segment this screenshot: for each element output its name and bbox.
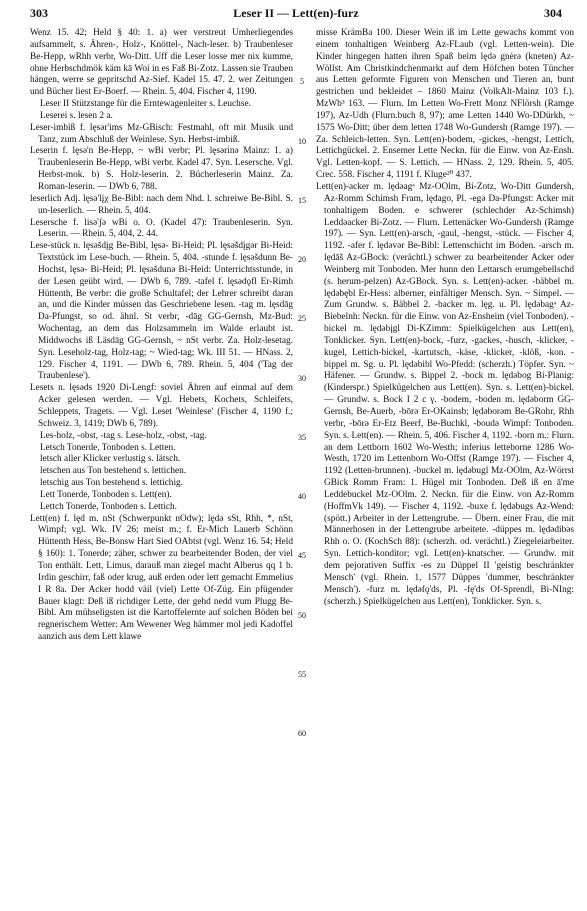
cross-reference-entry: Lett Tonerde, Tonboden s. Lett(en). [40,489,172,500]
entry-continuation: Wenz 15. 42; Held § 40: 1. a) wer verstreut Umherliegendes aufsammelt, s. Ähren-, Holz-, Knöttel-, Nach-leser. b) Traubenleser Be-Hepp, wRhh verbr, Wo-Ditt. Uff die Leser losse mer nix kumme, ohne Herbschdmök käm kā Woi in es Faß Bi-Zotz. Lassen sie Trauben hängen, werre se gepritschd Az-Sief. Kadel 15. 47. 2. wer Zeitungen und Bücher liest Er-Boerf. — Rhein. 5, 404. Fischer 4, 1190. [30,28,293,98]
left-column [30,28,293,903]
line-number: 55 [298,669,306,679]
cross-reference-entry: Leser II Stützstange für die Erntewagenleiter s. Leuchse. [40,99,251,110]
line-number: 25 [298,314,306,324]
cross-reference-entry: letschen aus Ton bestehend s. lettichen. [40,466,187,477]
page-number-right: 304 [544,6,562,20]
dictionary-entry: Leser-imbiß f. lęsər'ims Mz-GBisch: Festmahl, oft mit Musik und Tanz, zum Abschluß der Weinlese. Syn. Herbst-imbiß. [30,122,293,145]
cross-reference-entry: Lettch Tonerde, Tonboden s. Lettich. [40,501,177,512]
cross-reference-entry: Leserei s. lesen 2 a. [40,110,113,121]
cross-reference-entry: Letsch Tonerde, Tonboden s. Letten. [40,442,176,453]
cross-reference-entry: Les-holz, -obst, -tag s. Lese-holz, -obst, -tag. [40,430,207,441]
line-number: 50 [298,610,306,620]
cross-reference-entry: letschig aus Ton bestehend s. lettichig. [40,478,183,489]
line-number-gutter [294,28,310,903]
dictionary-entry: Leserin f. lęsə'n Be-Hepp, ~ wBi verbr; Pl. lęsərinə Mainz: 1. a) Traubenleserin Be-Hepp, wBi verbr. Kadel 47. Syn. Lesersche. Vgl. Herbst-mok. b) S. Holz-leserin. 2. Bücherleserin Mainz. Za. Roman-leserin. — DWb 6, 788. [30,146,293,192]
line-number: 45 [298,551,306,561]
line-number: 5 [300,77,304,87]
line-number: 20 [298,255,306,265]
running-header [30,6,562,22]
line-number: 35 [298,432,306,442]
running-title: Leser II — Lett(en)-furz [233,6,359,20]
line-number: 10 [298,136,306,146]
line-number: 40 [298,492,306,502]
dictionary-entry: Lesets n. lęsəds 1920 Di-Lengf: soviel Ähren auf einmal auf dem Acker gelesen werden. — Vgl. Hebets, Kochets, Schleifets, Schleppets, Tragets. — Vgl. Leset 'Weinlese' (Fischer 4, 1190 f.; Schweiz. 3, 1419; DWb 6, 789). [30,383,293,429]
dictionary-entry: Lett(en) f. lęd m. nSt (Schwerpunkt nOdw); lędə sSt, Rhh, *, nSt, Wimpf; vgl. Wk. IV 26; meist m.; f. Er-Mich Lauerb Schönn Hüttenth Hess, Be-Bonsw Hart Sied OAbtst (vgl. Wenz 16. 54; Held § 160): 1. Tonerde; zäher, schwer zu bearbeitender Boden, der viel Ton enthält. Lett, Limus, darauß man ziegel macht Alberus qq 1 b. Irdin geschirr, faß oder krug, auß erden oder lett gemacht Emmelius I R 8a. Der Acker hodd väil (viel) Lette Of-Züg. Ein pfügender Bauer klagt: Deß iß richdiger Lette, der gehd nedd vum Plugg Be-Bibl. Am mühseligsten ist die Kartoffelernte auf solchen Böden bei regnerischem Wetter: Am Wewener Weg hämmer mol jedi Kadoffel aanzich aus dem Lett klawe [30,513,293,643]
dictionary-entry: Lesersche f. lisə'ʃə wBi o. O. (Kadel 47): Traubenleserin. Syn. Leserin. — Rhein. 5, 404, 2. 44. [30,217,293,240]
entry-continuation: misse KrämBa 100. Dieser Wein iß im Lette gewachs kommt von einem tonhaltigen Weinberg Az-FLaub (vgl. Letten-wein). Die Kinder hingegen hatten ihren Spaß beim lędə gnėrə (kneten) Az-Wöllst. Am Christkindchenmarkt auf dem Höfchen boten Tüncher aus Letten geformte Figuren von Menschen und Tieren an, bunt gestrichen und bekleidet – 1860 Mainz (VolkAlt-Mainz 103 f.). MzWb³ 163. — Flurn. Im Letten Wo-Frett Monz NFlörsh (Ramge 197), Az-Udh (Flurn.buch 8, 97); ame Letten 1440 Wo-DDürkh, ~ 1575 Wo-Ditt; über dem letten 1748 Wo-Gundersh (Ramge 197). — Za. Schleich-letten. Syn. Lett(en)-bodem, -gickes, -hengst, Lettich, Lettichgückel. 2. Ensemer Lette Neckn. für die Einw. von Az-Ensh. Vgl. Letten-kopf. — S. Lettich. — HNass. 2, 129. Rhein. 5, 405. Crec. 558. Fischer 4, 1191 f. Kluge²⁰ 437. [316,28,574,181]
page-number-left: 303 [30,6,48,20]
line-number: 15 [298,195,306,205]
dictionary-entry: Lese-stück n. lęsəšdįg Be-Bibl, lęsə- Bi-Heid; Pl. lęsəšdįgər Bi-Heid: Textstück im Lese-buch. — Rhein. 5, 404. -stunde f. lęsəšdunn Be-Hochst, lęsə- Bi-Heid; Pl. lęsəšdunə Bi-Heid: Unterrichtsstunde, in der Lesen geübt wird. — DWb 6, 789. -tafel f. lęsədǫfl Er-Rimh Hüttenth, Be verbr: die große Schultafel; der Lehrer schreibt daran an, und die Kinder müssen das Geschriebene lesen. -tag m. lęsdāg Da-Pfungst, so od. ähnl. St verbr, -dāg GG-Gernsh, Mz-Bud: Wochentag, an dem das Holzsammeln im Walde erlaubt ist. Middwochs iß Läsdāg GG-Gernsh, ~ nSt verbr. Za. Holz-lesetag. Syn. Leseholz-tag, Holz-tag; ~ Wied-tag; Wk. III 51. — HNass. 2, 129. Fischer 4, 1191. — DWb 6, 789. Rhein. 5, 404 ('Tag der Traubenlese'). [30,241,293,382]
line-number: 30 [298,373,306,383]
dictionary-entry: Lett(en)-acker m. lędəagᵊ Mz-OOlm, Bi-Zotz, Wo-Ditt Gundersh, Az-Romm Schimsh Fram, lędago, Pl. -egə Da-Pfungst: Acker mit tonhaltigem Boden. e schwerer (schlechder Az-Schimsh) Leddəacker Bi-Zotz. — Flurn. Lettenäcker Wo-Gundersh (Ramge 197). — Syn. Lett(en)-arsch, -gaul, -hengst, -stück. — Fischer 4, 1192. -afer f. lędəvər Be-Bibl: Lettenschicht im Boden. -arsch m. lędāš Az-GBock: (verächtl.) schwer zu bearbeitender Acker oder Weinberg mit Tonboden. Mer hunn den Lettarsch erumgebellschd (s. herum-pelzen) Az-GBock. Syn. s. Lett(en)-acker. -bäbbel m. lędəbębl Er-Hess: alberner, einfältiger Mensch. Syn. ~ Simpel. — Zum Grundw. s. Bäbbel 2. -backer m. lęg. u. Pl. lędəbagᵊ Az-Biebelnh: Neckn. für die Einw. von Az-Ensheim (viel Tonboden). -bickel m. lędəbįgl Di-KZimm: Spielkügelchen aus Lett(en), Tonklicker. Syn. Lett(en)-bock, -furz, -gackes, -husch, -klicker, -kugel, Lettich-bickel, -kartutsch, -käse, -klicker, -klöß, -kon. -bippel m. Sg. u. Pl. lędəbibl Wo-Pfedd: (scherzh.) Töpfer. Syn. ~ Häfener. — Grundw. s. Bippel 2. -bock m. lędəbog Bi-Planig: (Kinderspr.) Spielkügelchen aus Lett(en). Syn. s. Lett(en)-bickel. — Grundw. s. Bock I 2 c γ. -bodem, -boden m. lędəborm GG-Gernsh, Be-Auerb, -bōrə Er-OKainsb; lędəborəm Be-GRohr, Rhh verbr, -bōrə Er-Etz Beerf, Be-Buchkl, -boudə Wimpf: Tonboden. Syn. s. Lett(en). — Rhein. 5, 406. Fischer 4, 1192. -born m.: Flurn. an dem Lettborn 1602 Wo-Westh; inferius letteborne 1286 Wo-Westh, 1720 im Lettenborn Wo-Offst (Ramge 197). — Fischer 4, 1192 (Letten-brunnen). -buckel m. lędəbugl Mz-OOlm, Az-Wörrst GBick Romm Fram: 1. Hügel mit Tonboden. Deß iß en ā'me Leddebuckel Mz-OOlm. 2. Neckn. für die Einw. von Az-Romm (HoffmVk 149). — Fischer 4, 1192. -buxe f. lędəbugs Az-Wend: (spött.) Arbeiter in der Lettengrube. — Übern. einer Frau, die mit Männerhosen in der Lettengrube arbeitete. -düppes m. lędədibəs Rhh o. O. (KochSch 88): (scherzh. od. verächtl.) Ziegeleiarbeiter. Syn. Lettich-konditor; vgl. Lett(en)-knatscher. — Grundw. mit dem pejorativen Suffix -es zu Düppel II 'geistig beschränkter Mensch' (vgl. Rhein. 1, 1577 Düppes 'dummer, beschränkter Mensch'). -furz m. lędəfǫ'ds, Pl. -fę'ds Of-Sprendl, Bi-NIng: (scherzh.) Spielkügelchen aus Lett(en), Tonklicker. Syn. s. [316,181,574,607]
right-column [316,28,574,903]
line-number: 60 [298,729,306,739]
cross-reference-entry: letsch aller Klicker verlustig s. lätsch. [40,454,181,465]
dictionary-entry: leserlich Adj. lęsə'lįχ Be-Bibl: nach dem Nhd. l. schreiwe Be-Bibl. S. un-leserlich. — Rhein. 5, 404. [30,193,293,216]
